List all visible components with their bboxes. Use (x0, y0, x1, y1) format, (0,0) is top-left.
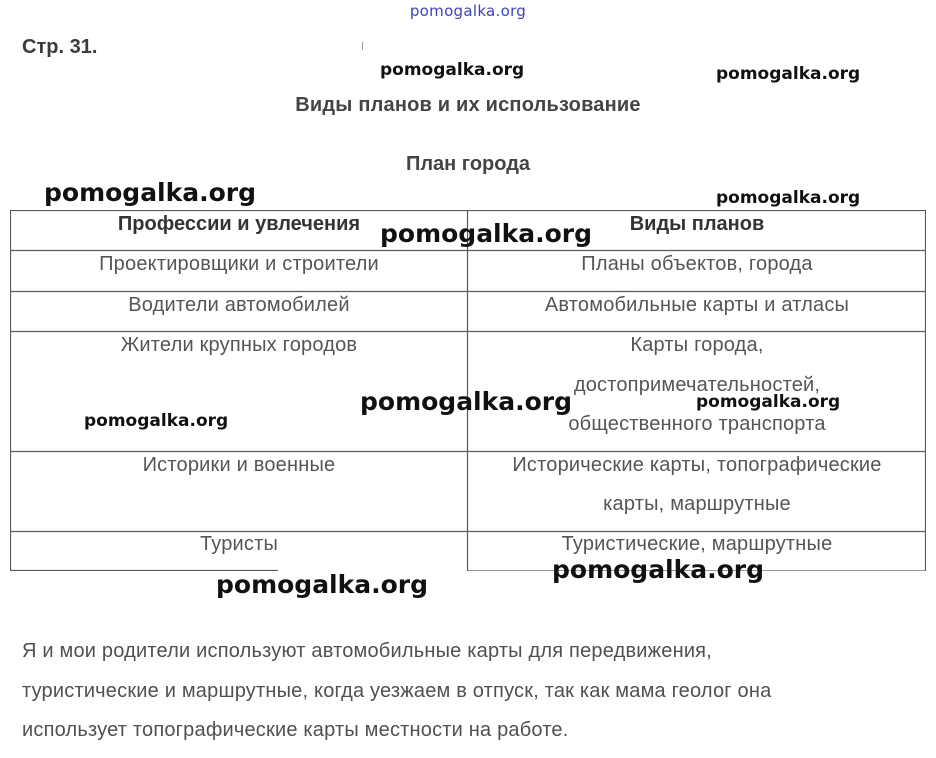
paragraph-line: использует топографические карты местности на работе. (22, 719, 569, 741)
header-plan-types: Виды планов (629, 213, 765, 235)
header-professions: Профессии и увлечения (117, 213, 361, 235)
cell-plans: Карты города, (630, 334, 764, 356)
cell-plans: карты, маршрутные (603, 493, 791, 515)
watermark: pomogalka.org (84, 411, 229, 431)
cell-plans: достопримечательностей, (573, 374, 821, 396)
watermark: pomogalka.org (44, 178, 257, 207)
watermark: pomogalka.org (360, 387, 573, 416)
cell-plans: Туристические, маршрутные (561, 533, 833, 555)
cell-profession: Проектировщики и строители (99, 253, 379, 275)
cell-plans: общественного транспорта (568, 413, 826, 435)
watermark: pomogalka.org (380, 219, 593, 248)
answer-paragraph (22, 632, 922, 751)
document-subtitle: План города (405, 153, 531, 175)
document-title: Виды планов и их использование (295, 94, 641, 116)
watermark: pomogalka.org (216, 570, 429, 599)
watermark: pomogalka.org (716, 64, 861, 84)
watermark: pomogalka.org (380, 60, 525, 80)
watermark: pomogalka.org (552, 555, 765, 584)
stray-mark (362, 42, 363, 50)
cell-profession: Туристы (199, 533, 279, 555)
paragraph-line: туристические и маршрутные, когда уезжаем в отпуск, так как мама геолог она (22, 679, 772, 702)
watermark: pomogalka.org (696, 392, 841, 412)
page-number-label: Стр. 31. (22, 36, 98, 58)
paragraph-line: Я и мои родители используют автомобильные карты для передвижения, (22, 640, 712, 662)
cell-plans: Исторические карты, топографические (512, 454, 882, 476)
site-watermark-top: pomogalka.org (409, 2, 527, 20)
cell-profession: Историки и военные (142, 454, 336, 476)
cell-profession: Жители крупных городов (120, 334, 358, 356)
cell-plans: Планы объектов, города (581, 253, 813, 275)
cell-profession: Водители автомобилей (128, 294, 350, 316)
cell-plans: Автомобильные карты и атласы (544, 294, 850, 316)
watermark: pomogalka.org (716, 188, 861, 208)
